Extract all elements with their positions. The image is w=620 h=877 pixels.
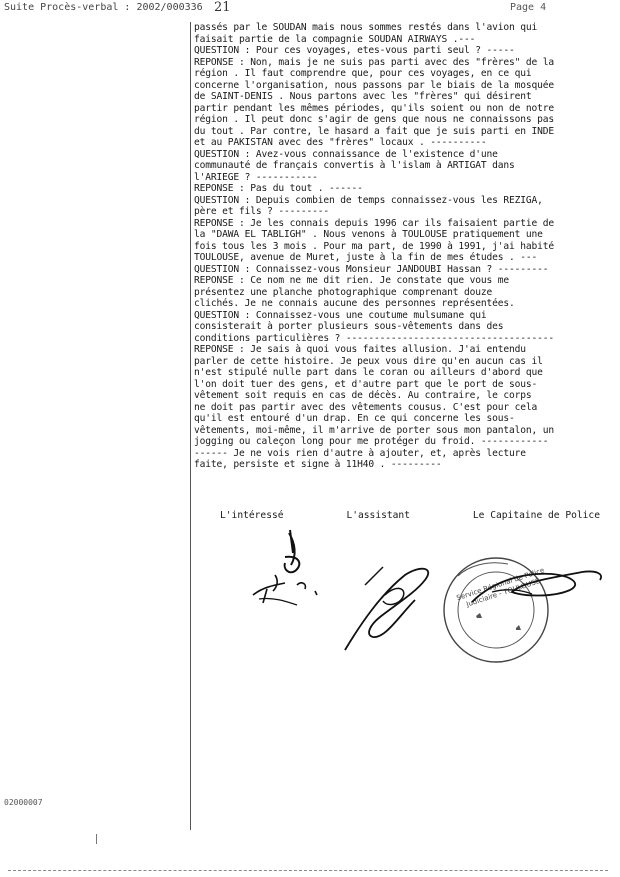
body-line: QUESTION : Pour ces voyages, etes-vous parti seul ? ----- — [194, 45, 515, 56]
body-line: qu'il est entouré d'un drap. En ce qui concerne les sous- — [194, 413, 515, 424]
signature-labels — [220, 510, 600, 521]
body-line: fois tous les 3 mois . Pour ma part, de 1990 à 1991, j'ai habité — [194, 240, 555, 252]
margin-rule — [190, 22, 191, 830]
body-line: REPONSE : Je sais à quoi vous faites allusion. J'ai entendu — [194, 344, 526, 355]
body-line: REPONSE : Pas du tout . ------ — [194, 183, 363, 194]
body-line: l'ARIEGE ? ----------- — [194, 171, 318, 183]
body-line: région . Il faut comprendre que, pour ces voyages, en ce qui — [194, 68, 532, 79]
body-line: faisait partie de la compagnie SOUDAN AIRWAYS .--- — [194, 33, 476, 45]
signature-label-captain: Le Capitaine de Police — [472, 510, 600, 521]
body-line: TOULOUSE, avenue de Muret, juste à la fin de mes études . --- — [194, 252, 538, 263]
body-line: du tout . Par contre, le hasard a fait que je suis parti en INDE — [194, 125, 555, 137]
body-line: REPONSE : Je les connais depuis 1996 car ils faisaient partie de — [194, 217, 555, 229]
body-line: l'on doit tuer des gens, et d'autre part que le port de sous- — [194, 378, 538, 390]
body-line: jogging ou caleçon long pour me protéger du froid. ------------ — [194, 436, 549, 447]
body-line: QUESTION : Avez-vous connaissance de l'existence d'une — [194, 148, 498, 160]
body-line: communauté de français convertis à l'islam à ARTIGAT dans — [194, 160, 515, 171]
body-line: ne doit pas partir avec des vêtements cousus. C'est pour cela — [194, 401, 538, 413]
body-line: ------ Je ne vois rien d'autre à ajouter, et, après lecture — [194, 447, 526, 459]
header-reference: Suite Procès-verbal : 2002/000336 — [4, 2, 203, 13]
police-stamp-text: Service Régional de Police Judiciaire - TOULOUSE — [455, 566, 546, 609]
body-line: consisterait à porter plusieurs sous-vêtements dans des — [194, 321, 504, 332]
body-line: vêtement soit requis en cas de décès. Au contraire, le corps — [194, 390, 532, 401]
handwritten-page-mark: 21 — [214, 0, 231, 15]
body-line: QUESTION : Connaissez-vous une coutume mulsumane qui — [194, 309, 487, 321]
body-line: partir pendant les mêmes périodes, qu'ils soient ou non de notre — [194, 102, 555, 114]
body-line: père et fils ? --------- — [194, 206, 330, 217]
body-line: et au PAKISTAN avec des "frères" locaux . ---------- — [194, 137, 487, 148]
body-line: n'est stipulé nulle part dans le coran ou ailleurs d'abord que — [194, 367, 543, 378]
signature-interested — [245, 525, 335, 615]
body-line: faite, persiste et signe à 11H40 . --------- — [194, 459, 442, 470]
body-line: clichés. Je ne connais aucune des personnes représentées. — [194, 298, 515, 309]
procès-verbal-body — [194, 22, 606, 471]
body-line: présentez une planche photographique comprenant douze — [194, 286, 493, 298]
bottom-tick — [96, 834, 97, 844]
body-line: REPONSE : Non, mais je ne suis pas parti avec des "frères" de la — [194, 56, 555, 68]
signature-label-assistant: L'assistant — [346, 510, 410, 521]
body-line: REPONSE : Ce nom ne me dit rien. Je constate que vous me — [194, 275, 510, 286]
page-number: Page 4 — [510, 2, 547, 13]
body-line: région . Il peut donc s'agir de gens que nous ne connaissons pas — [194, 114, 555, 125]
body-line: concerne l'organisation, nous passons par le biais de la mosquée — [194, 79, 555, 91]
body-line: passés par le SOUDAN mais nous sommes restés dans l'avion qui — [194, 22, 538, 33]
signature-label-interested: L'intéressé — [220, 510, 284, 521]
body-line: la "DAWA EL TABLIGH" . Nous venons à TOULOUSE pratiquement une — [194, 229, 543, 240]
bottom-dashed-rule — [8, 870, 608, 871]
body-line: QUESTION : Depuis combien de temps connaissez-vous les REZIGA, — [194, 194, 543, 206]
body-line: de SAINT-DENIS . Nous partons avec les "frères" qui désirent — [194, 91, 532, 102]
body-line: conditions particulières ? ------------------------------------- — [194, 332, 555, 344]
signature-captain — [452, 552, 612, 632]
body-line: vêtements, moi-même, il m'arrive de porter sous mon pantalon, un — [194, 424, 555, 436]
body-line: parler de cette histoire. Je peux vous dire qu'en aucun cas il — [194, 355, 543, 367]
body-line: QUESTION : Connaissez-vous Monsieur JANDOUBI Hassan ? --------- — [194, 263, 549, 275]
margin-archive-code: 02000007 — [4, 798, 43, 807]
